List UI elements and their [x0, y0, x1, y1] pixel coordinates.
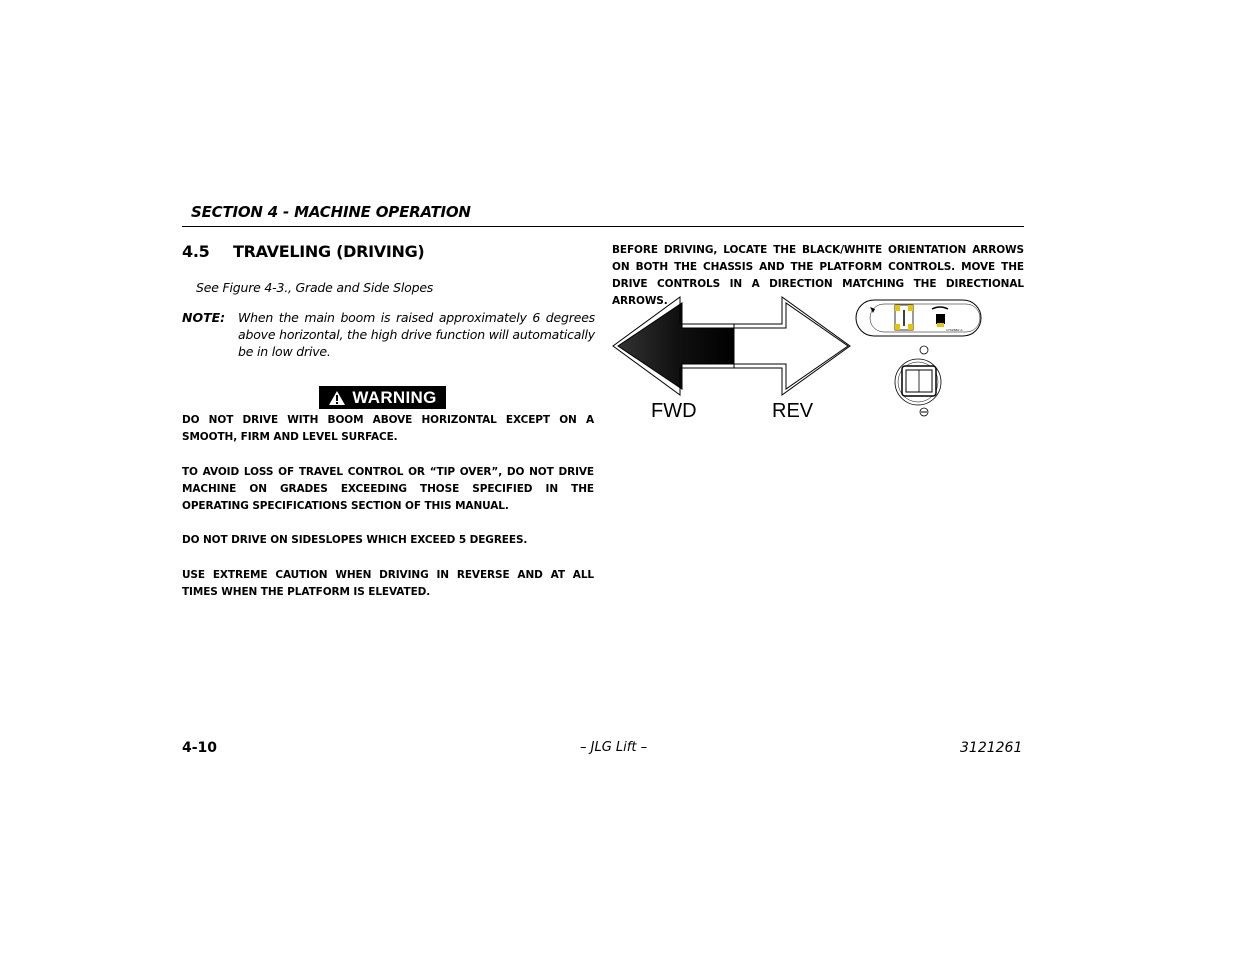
- header-rule: [182, 226, 1024, 227]
- heading-number: 4.5: [182, 242, 210, 261]
- fwd-arrow-icon: [618, 303, 734, 389]
- warning-paragraph-2: TO AVOID LOSS OF TRAVEL CONTROL OR “TIP OVER”, DO NOT DRIVE MACHINE ON GRADES EXCEEDING THOSE SPECIFIED IN THE OPERATING SPECIFICATIONS SECTION OF THIS MANUAL.: [182, 466, 594, 512]
- note-text: When the main boom is raised approximately 6 degrees above horizontal, the high drive function will automatically be in low drive.: [238, 310, 595, 359]
- chassis-icon: [895, 305, 913, 330]
- warning-paragraph-4: USE EXTREME CAUTION WHEN DRIVING IN REVERSE AND AT ALL TIMES WHEN THE PLATFORM IS ELEVATED.: [182, 569, 594, 598]
- fwd-label: FWD: [651, 400, 697, 422]
- footer-center: – JLG Lift –: [580, 740, 648, 755]
- warning-paragraph-1: DO NOT DRIVE WITH BOOM ABOVE HORIZONTAL EXCEPT ON A SMOOTH, FIRM AND LEVEL SURFACE.: [182, 414, 594, 443]
- orientation-instruction: BEFORE DRIVING, LOCATE THE BLACK/WHITE ORIENTATION ARROWS ON BOTH THE CHASSIS AND THE PLATFORM CONTROLS. MOVE THE DRIVE CONTROLS IN A DIRECTION MATCHING THE DIRECTIONAL ARROWS.: [612, 244, 1024, 307]
- section-title: SECTION 4 - MACHINE OPERATION: [191, 203, 471, 221]
- drive-orientation-figure: [612, 296, 984, 430]
- orientation-arrows-diagram: [612, 296, 984, 426]
- forward-indicator-icon: [920, 346, 928, 354]
- decal-code: 1702660 A: [946, 328, 963, 332]
- page-number: 4-10: [182, 740, 218, 756]
- rev-arrow-icon: [734, 303, 848, 389]
- warning-paragraph-3: DO NOT DRIVE ON SIDESLOPES WHICH EXCEED 5 DEGREES.: [182, 534, 528, 546]
- note-label: NOTE:: [182, 310, 226, 325]
- warning-triangle-icon: [328, 390, 346, 406]
- heading-title: TRAVELING (DRIVING): [233, 242, 425, 261]
- figure-reference: See Figure 4-3., Grade and Side Slopes: [196, 280, 434, 295]
- rev-label: REV: [772, 400, 814, 422]
- document-number: 3121261: [960, 740, 1023, 756]
- warning-badge: [319, 386, 446, 409]
- warning-label: WARNING: [352, 387, 437, 407]
